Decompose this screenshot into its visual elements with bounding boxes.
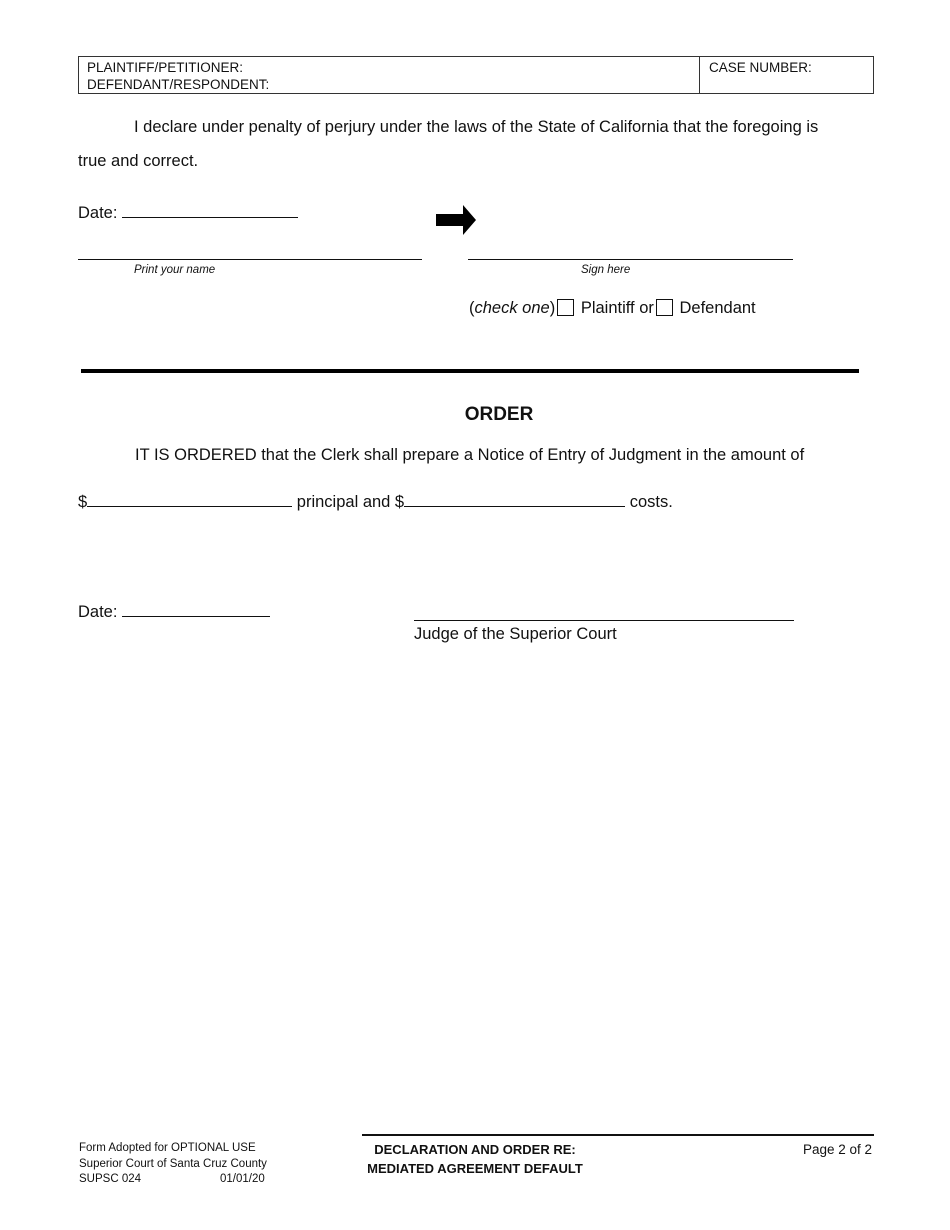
defendant-checkbox[interactable] bbox=[656, 299, 673, 316]
signature-field[interactable] bbox=[468, 259, 793, 260]
footer-left bbox=[79, 1141, 269, 1188]
declaration-line-1: I declare under penalty of perjury under the laws of the State of California that the foregoing is bbox=[134, 118, 819, 136]
parties-cell bbox=[79, 57, 700, 93]
plaintiff-option-label: Plaintiff or bbox=[580, 299, 654, 317]
case-caption-box bbox=[78, 56, 874, 94]
paren-open: ( bbox=[469, 299, 475, 317]
case-number-label: CASE NUMBER: bbox=[709, 60, 812, 75]
declaration-date-field[interactable] bbox=[122, 203, 298, 218]
order-date bbox=[78, 602, 270, 622]
judge-signature-field[interactable] bbox=[414, 620, 794, 621]
dollar-sign: $ bbox=[78, 493, 88, 511]
order-date-field[interactable] bbox=[122, 602, 270, 617]
principal-and-label: principal and $ bbox=[296, 493, 405, 511]
defendant-option-label: Defendant bbox=[679, 299, 756, 317]
judge-caption: Judge of the Superior Court bbox=[414, 625, 617, 643]
plaintiff-checkbox[interactable] bbox=[557, 299, 574, 316]
form-id: SUPSC 024 bbox=[79, 1173, 142, 1185]
check-one-label: check one bbox=[474, 299, 550, 317]
date-label: Date: bbox=[78, 204, 118, 222]
footer-title bbox=[340, 1140, 610, 1178]
footer-title-line-2: MEDIATED AGREEMENT DEFAULT bbox=[367, 1161, 583, 1176]
paren-close: ) bbox=[549, 299, 556, 317]
page-number: Page 2 of 2 bbox=[802, 1142, 872, 1157]
plaintiff-label: PLAINTIFF/PETITIONER: bbox=[87, 60, 244, 75]
footer-title-line-1: DECLARATION AND ORDER RE: bbox=[374, 1142, 576, 1157]
print-name-caption: Print your name bbox=[134, 264, 216, 276]
amount-line bbox=[78, 492, 673, 512]
order-text: IT IS ORDERED that the Clerk shall prepare a Notice of Entry of Judgment in the amount of bbox=[135, 446, 805, 464]
order-date-label: Date: bbox=[78, 603, 118, 621]
footer-rule bbox=[362, 1134, 874, 1136]
costs-label: costs. bbox=[629, 493, 673, 511]
footer-adopted: Form Adopted for OPTIONAL USE bbox=[79, 1142, 256, 1154]
declaration-date bbox=[78, 203, 298, 223]
form-date: 01/01/20 bbox=[220, 1173, 265, 1185]
declaration-line-2: true and correct. bbox=[78, 152, 199, 170]
sign-here-caption: Sign here bbox=[581, 264, 631, 276]
order-title: ORDER bbox=[464, 404, 534, 425]
footer-court: Superior Court of Santa Cruz County bbox=[79, 1157, 267, 1170]
defendant-label: DEFENDANT/RESPONDENT: bbox=[87, 77, 270, 92]
costs-amount-field[interactable] bbox=[404, 492, 625, 507]
arrow-right-icon bbox=[436, 204, 476, 236]
party-check bbox=[469, 299, 756, 318]
principal-amount-field[interactable] bbox=[87, 492, 292, 507]
print-name-field[interactable] bbox=[78, 259, 422, 260]
section-divider bbox=[81, 369, 859, 373]
